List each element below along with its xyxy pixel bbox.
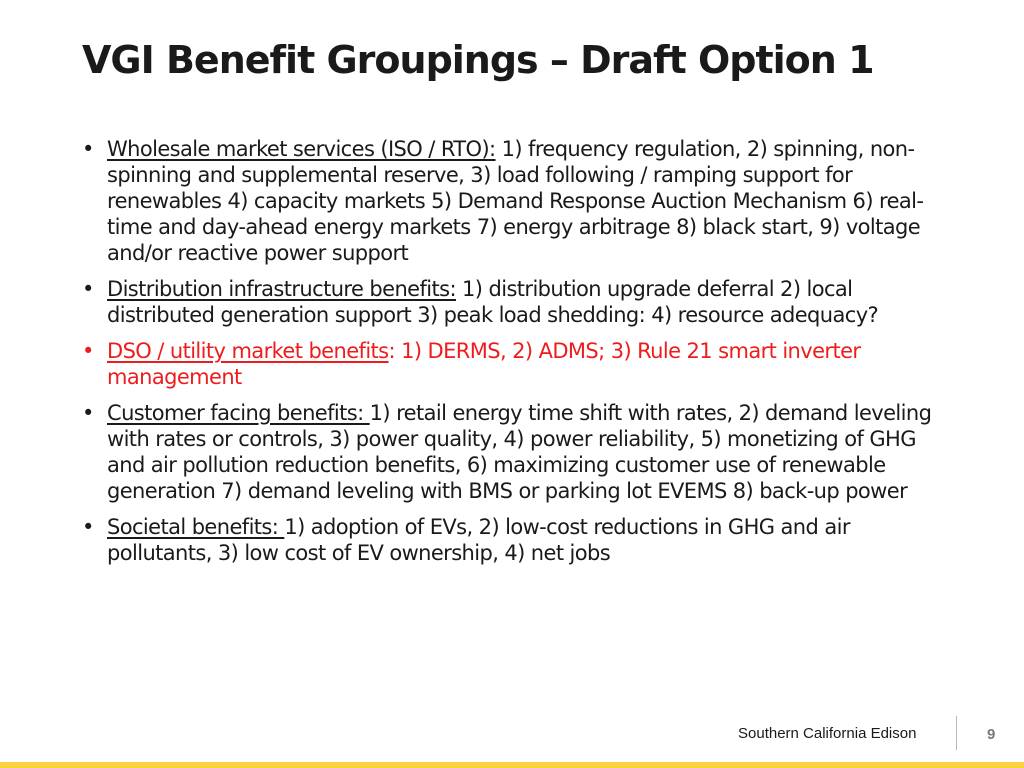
bullet-text: 1) retail energy time shift with rates, 2) demand leveling with rates or controls, 3) power quality, 4) power reliability, 5) monetizing of GHG and air pollution reduction benefits, 6) maximizing customer use of renewable generation 7) demand leveling with BMS or parking lot EVEMS 8) back-up power [107, 401, 932, 503]
bullet-customer-facing [76, 400, 946, 504]
bullet-dso-utility-market [76, 338, 946, 390]
footer-accent-bar [0, 762, 1024, 768]
bullet-heading: Customer facing benefits: [107, 401, 370, 425]
bullet-dot-icon: • [82, 401, 94, 425]
bullet-text: 1) distribution upgrade deferral 2) local distributed generation support 3) peak load shedding: 4) resource adequacy? [107, 277, 879, 327]
footer-divider [956, 716, 957, 750]
bullet-distribution-infrastructure [76, 276, 946, 328]
bullet-text: 1) adoption of EVs, 2) low-cost reductions in GHG and air pollutants, 3) low cost of EV ownership, 4) net jobs [107, 515, 850, 565]
bullet-wholesale-market [76, 136, 946, 266]
bullet-heading: DSO / utility market benefits [107, 339, 389, 363]
bullet-dot-icon: • [82, 339, 94, 363]
bullet-text: : 1) DERMS, 2) ADMS; 3) Rule 21 smart inverter management [107, 339, 861, 389]
page-number: 9 [987, 726, 996, 743]
bullet-dot-icon: • [82, 277, 94, 301]
bullet-text: 1) frequency regulation, 2) spinning, non-spinning and supplemental reserve, 3) load following / ramping support for renewables 4) capacity markets 5) Demand Response Auction Mechanism 6) real-time and day-ahead energy markets 7) energy arbitrage 8) black start, 9) voltage and/or reactive power support [107, 137, 924, 265]
slide-title: VGI Benefit Groupings – Draft Option 1 [82, 38, 874, 82]
footer-organization: Southern California Edison [738, 725, 917, 742]
benefit-list [76, 136, 946, 576]
bullet-dot-icon: • [82, 515, 94, 539]
bullet-heading: Societal benefits: [107, 515, 285, 539]
bullet-dot-icon: • [82, 137, 94, 161]
bullet-heading: Distribution infrastructure benefits: [107, 277, 456, 301]
bullet-societal [76, 514, 946, 566]
bullet-heading: Wholesale market services (ISO / RTO): [107, 137, 496, 161]
